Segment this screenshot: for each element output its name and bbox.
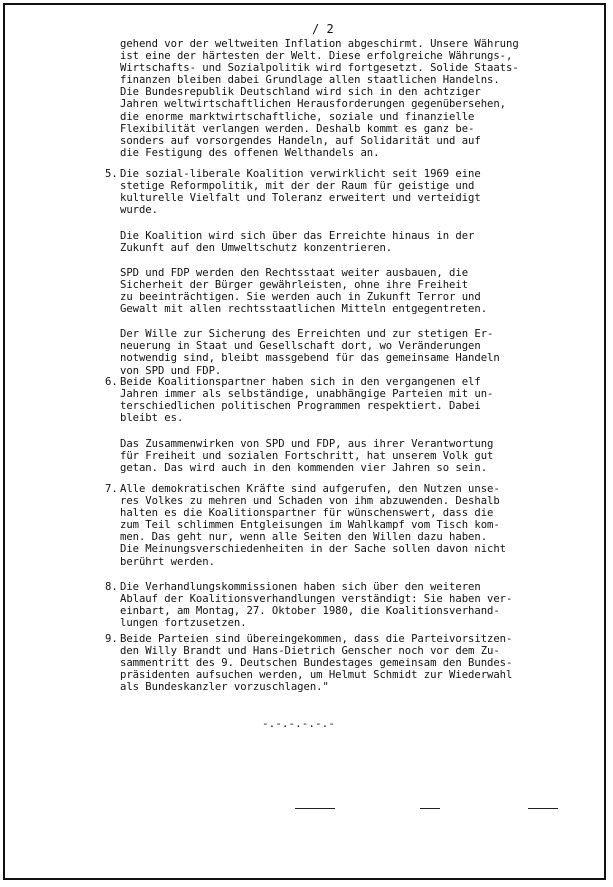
intro-paragraph: gehend vor der weltweiten Inflation abgeschirmt. Unsere Währung ist eine der härtesten der Welt. Diese erfolgreiche Währungs-, Wirtschafts- und Sozialpolitik wird fortgesetzt. Solide Staats- finanzen bleiben dabei Grundlage allen staatlichen Handelns. Die Bundesrepublik Deutschland wird sich in den achtziger Jahren weltwirtschaftlichen Herausforderungen gegenübersehen, die enorme marktwirtschaftliche, soziale und finanzielle Flexibilität verlangen werden. Deshalb kommt es ganz be- sonders auf vorsorgendes Handeln, auf Solidarität und auf die Festigung des offenen Welthandels an. — [120, 38, 519, 159]
section-paragraph: Der Wille zur Sicherung des Erreichten und zur stetigen Er- neuerung in Staat und Gesellschaft dort, wo Veränderungen notwendig sind, bleibt massgebend für das gemeinsame Handeln von SPD und FDP. — [120, 328, 500, 377]
scan-artifact — [420, 808, 440, 809]
section-paragraph: Die Koalition wird sich über das Erreichte hinaus in der Zukunft auf den Umweltschutz konzentrieren. — [120, 229, 475, 254]
section-number: 9. — [105, 633, 118, 645]
scan-artifact — [528, 808, 558, 809]
section-paragraph: Das Zusammenwirken von SPD und FDP, aus ihrer Verantwortung für Freiheit und sozialen Fortschritt, hat unserem Volk gut getan. Das wird auch in den kommenden vier Jahren so sein. — [120, 437, 494, 474]
section-paragraph: Beide Koalitionspartner haben sich in den vergangenen elf Jahren immer als selbständige, unabhängige Parteien mit un- terschiedlichen politischen Programmen respektiert. Dabei bleibt es. — [120, 376, 494, 425]
section-paragraph: Alle demokratischen Kräfte sind aufgerufen, den Nutzen unse- res Volkes zu mehren und Schaden von ihm abzuwenden. Deshalb halten es die Koalitionspartner für wünschenswert, dass die zum Teil schlimmen Entgleisungen im Wahlkampf vom Tisch kom- men. Das geht nur, wenn alle Seiten den Willen dazu haben. Die Meinungsverschiedenheiten in der Sache sollen davon nicht berührt werden. — [120, 483, 507, 568]
section-number: 6. — [105, 376, 118, 388]
section-number: 8. — [105, 581, 118, 593]
section-paragraph: Die Verhandlungskommissionen haben sich über den weiteren Ablauf der Koalitionsverhandlungen verständigt: Sie haben ver- einbart, am Montag, 27. Oktober 1980, die Koalitionsverhand- lungen fortzusetzen. — [120, 581, 513, 630]
section-paragraph: SPD und FDP werden den Rechtsstaat weiter ausbauen, die Sicherheit der Bürger gewährleisten, ohne ihre Freiheit zu beeinträchtigen. Sie werden auch in Zukunft Terror und Gewalt mit allen rechtsstaatlichen Mitteln entgegentreten. — [120, 266, 488, 316]
page-number: / 2 — [312, 22, 334, 36]
section-paragraph: Beide Parteien sind übereingekommen, dass die Parteivorsitzen- den Willy Brandt und Hans-Dietrich Genscher noch vor dem Zu- sammentritt des 9. Deutschen Bundestages gemeinsam den Bundes- präsidenten aufsuchen werden, um Helmut Schmidt zur Wiederwahl als Bundeskanzler vorzuschlagen." — [120, 633, 513, 694]
scan-artifact — [295, 808, 335, 809]
section-number: 5. — [105, 168, 118, 180]
section-number: 7. — [105, 483, 118, 495]
end-mark: -.-.-.-.-.- — [262, 717, 335, 730]
section-paragraph: Die sozial-liberale Koalition verwirklicht seit 1969 eine stetige Reformpolitik, mit der der Raum für geistige und kulturelle Vielfalt und Toleranz erweitert und verteidigt wurde. — [120, 168, 481, 217]
